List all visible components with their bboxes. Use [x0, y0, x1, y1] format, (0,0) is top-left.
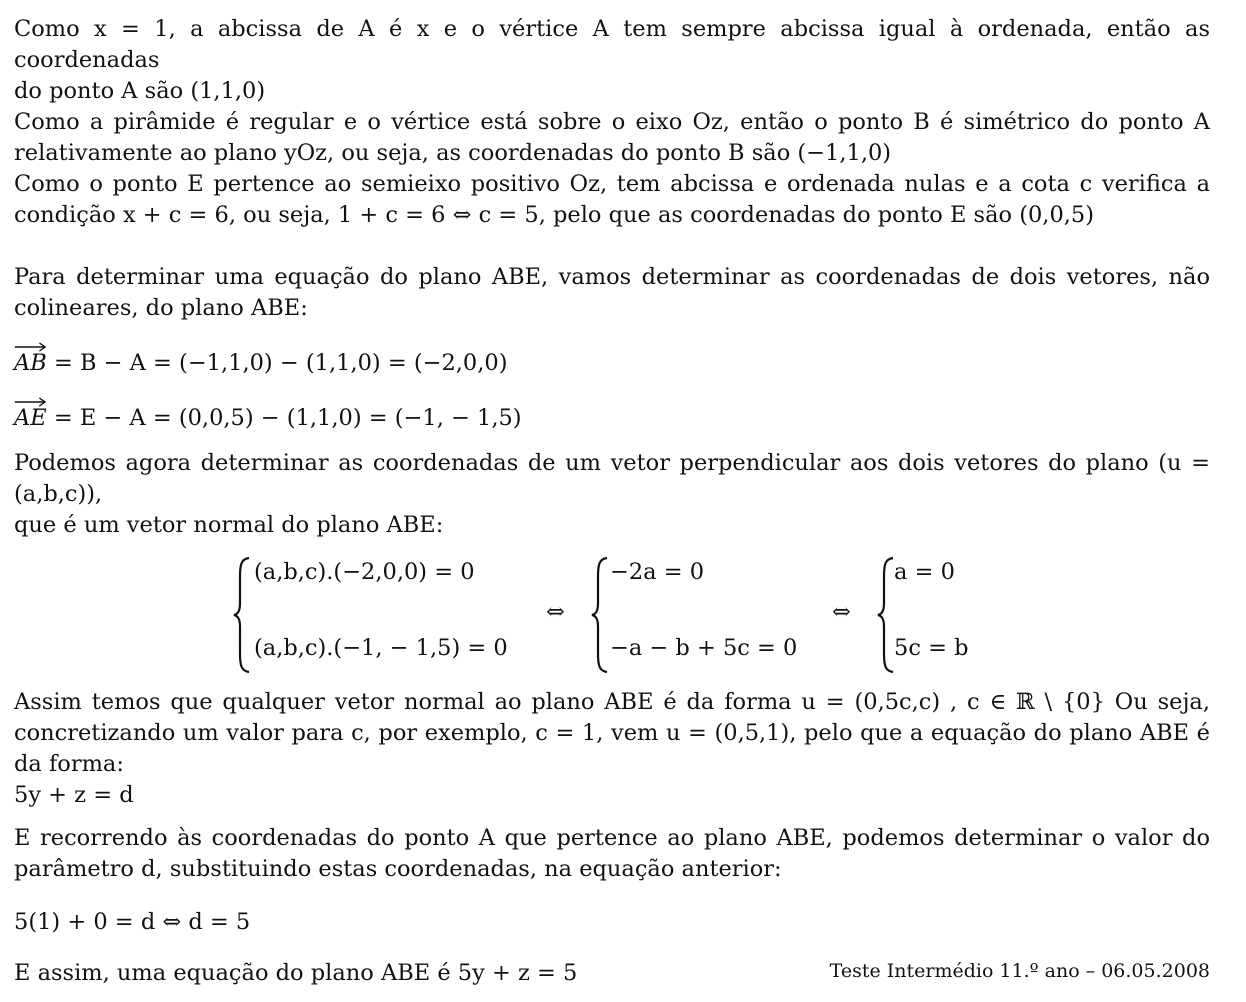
plane-form-equation: 5y + z = d [14, 782, 134, 808]
left-brace-icon [876, 555, 896, 675]
left-brace-icon [232, 555, 252, 675]
document-body [14, 14, 1210, 989]
vector-ae-label: AE [14, 405, 47, 431]
vector-ab-equation [14, 348, 1210, 379]
paragraph-3-line-2: condição x + c = 6, ou seja, 1 + c = 6 ⇔ c = 5, pelo que as coordenadas do ponto E são (0,0,5) [14, 202, 1094, 228]
system-3 [876, 555, 996, 675]
paragraph-5-line-1: Podemos agora determinar as coordenadas de um vetor perpendicular aos dois vetores do plano (u = (a,b,c)), [14, 450, 1210, 507]
vector-ae [14, 403, 47, 434]
paragraph-4-line-2: colineares, do plano ABE: [14, 295, 308, 321]
paragraph-2-line-2: relativamente ao plano yOz, ou seja, as coordenadas do ponto B são (−1,1,0) [14, 140, 892, 166]
paragraph-7-line-1: E recorrendo às coordenadas do ponto A que pertence ao plano ABE, podemos determinar o valor do [14, 825, 1210, 851]
system-3-eq-1: a = 0 [894, 559, 955, 585]
system-3-eq-2: 5c = b [894, 635, 969, 661]
paragraph-1-line-2: do ponto A são (1,1,0) [14, 78, 266, 104]
paragraph-7-line-2: parâmetro d, substituindo estas coordenadas, na equação anterior: [14, 856, 782, 882]
paragraph-6-line-2: concretizando um valor para c, por exemplo, c = 1, vem u = (0,5,1), pelo que a equação do plano ABE é [14, 720, 1210, 746]
left-brace-icon [590, 555, 610, 675]
system-1-eq-2: (a,b,c).(−1, − 1,5) = 0 [254, 635, 508, 661]
paragraph-1-line-1: Como x = 1, a abcissa de A é x e o vértice A tem sempre abcissa igual à ordenada, então as coordenadas [14, 16, 1210, 73]
page-footer: Teste Intermédio 11.º ano – 06.05.2008 [829, 960, 1210, 982]
paragraph-6-line-3: da forma: [14, 751, 124, 777]
paragraph-6-line-1: Assim temos que qualquer vetor normal ao plano ABE é da forma u = (0,5c,c) , c ∈ ℝ \ {0} Ou seja, [14, 689, 1210, 715]
system-2-eq-2: −a − b + 5c = 0 [610, 635, 798, 661]
system-1-eq-1: (a,b,c).(−2,0,0) = 0 [254, 559, 475, 585]
solve-d-equation: 5(1) + 0 = d ⇔ d = 5 [14, 909, 251, 935]
conclusion: E assim, uma equação do plano ABE é 5y + z = 5 [14, 960, 578, 986]
vector-ae-equation [14, 403, 1210, 434]
vector-ae-rest: = E − A = (0,0,5) − (1,1,0) = (−1, − 1,5) [46, 405, 522, 431]
paragraph-2-line-1: Como a pirâmide é regular e o vértice está sobre o eixo Oz, então o ponto B é simétrico do ponto A [14, 109, 1210, 135]
vector-ab-rest: = B − A = (−1,1,0) − (1,1,0) = (−2,0,0) [46, 350, 508, 376]
vector-ab-label: AB [14, 350, 47, 376]
system-1 [232, 555, 532, 675]
equivalence-1: ⇔ [546, 599, 565, 625]
system-2 [590, 555, 810, 675]
equation-systems [14, 555, 1210, 675]
system-2-eq-1: −2a = 0 [610, 559, 705, 585]
vector-ab [14, 348, 47, 379]
paragraph-3-line-1: Como o ponto E pertence ao semieixo positivo Oz, tem abcissa e ordenada nulas e a cota c verifica a [14, 171, 1210, 197]
paragraph-4-line-1: Para determinar uma equação do plano ABE, vamos determinar as coordenadas de dois vetores, não [14, 264, 1210, 290]
equivalence-2: ⇔ [832, 599, 851, 625]
paragraph-5-line-2: que é um vetor normal do plano ABE: [14, 512, 444, 538]
